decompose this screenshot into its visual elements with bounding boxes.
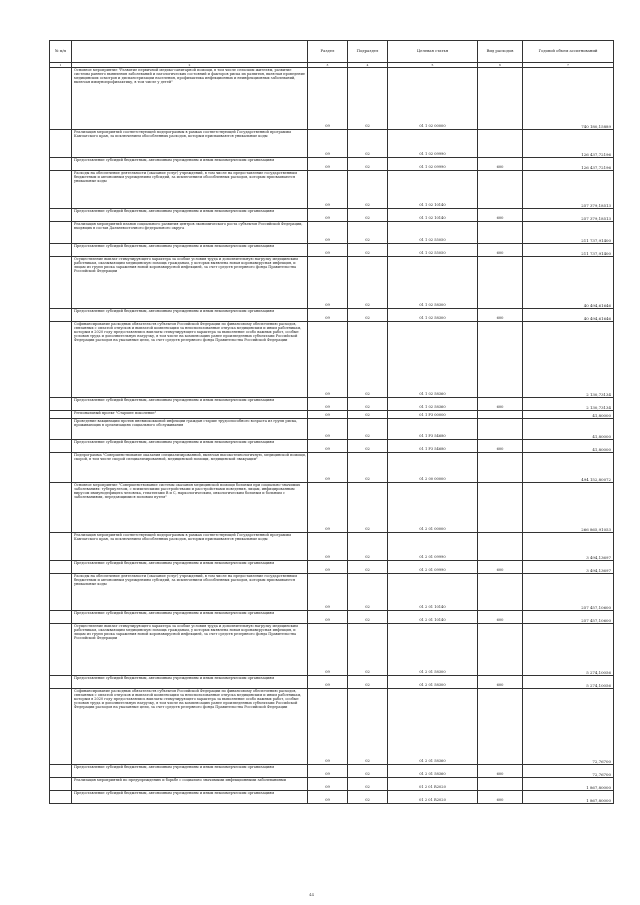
row-section-cell: 09 — [308, 244, 348, 257]
row-target-article-cell: 01 2 01 00000 — [388, 483, 478, 533]
row-target-article-cell: 01 2 01 58300 — [388, 624, 478, 676]
column-number: 5 — [388, 63, 478, 68]
column-number: 1 — [50, 63, 72, 68]
row-expense-type-cell — [478, 483, 523, 533]
row-number-cell — [50, 130, 72, 158]
row-number-cell — [50, 244, 72, 257]
row-section-cell: 09 — [308, 611, 348, 624]
row-name-cell: Основное мероприятие "Совершенствование системы оказания медицинской помощи больным при социально-значимых заболеваниях: туберкулезом, с психическими расстройствами и расстройствами поведения, лицам, инфицированным вирусом иммунодефицита человека, гепатитами B и C, наркологическим, онкологическим больным и больным с заболеваниями, передающимися половым путем" — [72, 483, 308, 533]
row-number-cell — [50, 624, 72, 676]
row-expense-type-cell — [478, 533, 523, 561]
row-subsection-cell: 02 — [348, 257, 388, 309]
header-number: № п/п — [50, 41, 72, 63]
row-amount-cell: 41,80000 — [523, 411, 614, 419]
table-row — [50, 689, 614, 765]
row-name-cell: Предоставление субсидий бюджетным, автономным учреждениям и иным некоммерческим организациям — [72, 676, 308, 689]
row-expense-type-cell: 600 — [478, 158, 523, 171]
row-subsection-cell: 02 — [348, 398, 388, 411]
row-name-cell: Подпрограмма "Совершенствование оказания специализированной, включая высокотехнологичную, медицинской помощи, скорой, в том числе скорой специализированной, медицинской помощи, медицинской эвакуации" — [72, 453, 308, 483]
header-target-article: Целевая статья — [388, 41, 478, 63]
header-name — [72, 41, 308, 63]
row-subsection-cell: 02 — [348, 130, 388, 158]
row-name-cell: Реализация мероприятий соответствующей подпрограммы в рамках соответствующей Государственной программы Камчатского края, за исключением обособленных расходов, которым присваиваются уникальные коды — [72, 533, 308, 561]
row-amount-cell: 72,76700 — [523, 689, 614, 765]
row-amount-cell: 72,76700 — [523, 765, 614, 778]
row-target-article-cell: 01 1 02 58300 — [388, 257, 478, 309]
row-section-cell: 09 — [308, 68, 348, 130]
budget-allocation-table — [49, 40, 614, 804]
row-name-cell: Региональный проект "Старшее поколение" — [72, 411, 308, 419]
row-subsection-cell: 02 — [348, 309, 388, 322]
row-name-cell: Предоставление субсидий бюджетным, автономным учреждениям и иным некоммерческим организациям — [72, 158, 308, 171]
row-number-cell — [50, 68, 72, 130]
row-expense-type-cell: 600 — [478, 765, 523, 778]
row-expense-type-cell: 600 — [478, 398, 523, 411]
table-row — [50, 778, 614, 791]
row-name-cell: Софинансирование расходных обязательств субъектов Российской Федерации по финансовому обеспечению расходов, связанных с оплатой отпусков и выплатой компенсации за неиспользованные отпуска медицинским и иным работникам, которым в 2020 году предоставлялись выплаты стимулирующего характера за выполнение особо важных работ, особые условия труда и дополнительную нагрузку, в том числе на компенсацию ранее произведенных субъектами Российской Федерации расходов на указанные цели, за счет средств резервного фонда Правительства Российской Федерации — [72, 689, 308, 765]
table-row — [50, 574, 614, 611]
row-expense-type-cell: 600 — [478, 611, 523, 624]
row-number-cell — [50, 561, 72, 574]
row-section-cell: 09 — [308, 676, 348, 689]
row-name-cell: Расходы на обеспечение деятельности (оказание услуг) учреждений, в том числе на предоставление государственным бюджетным и автономным учреждениям субсидий, за исключением обособленных расходов, которым присваиваются уникальные коды — [72, 574, 308, 611]
row-target-article-cell: 01 1 02 58300 — [388, 309, 478, 322]
row-target-article-cell: 01 1 P3 00000 — [388, 411, 478, 419]
row-section-cell: 09 — [308, 130, 348, 158]
row-amount-cell: 211 737,91400 — [523, 222, 614, 244]
row-target-article-cell: 01 1 02 00000 — [388, 68, 478, 130]
row-section-cell: 09 — [308, 419, 348, 440]
row-expense-type-cell: 600 — [478, 791, 523, 804]
row-name-cell: Предоставление субсидий бюджетным, автономным учреждениям и иным некоммерческим организациям — [72, 244, 308, 257]
budget-table-sheet — [49, 40, 613, 804]
row-name-cell: Предоставление субсидий бюджетным, автономным учреждениям и иным некоммерческим организациям — [72, 309, 308, 322]
table-row — [50, 398, 614, 411]
row-name-cell: Предоставление субсидий бюджетным, автономным учреждениям и иным некоммерческим организациям — [72, 611, 308, 624]
row-target-article-cell: 01 1 02 09990 — [388, 158, 478, 171]
row-target-article-cell: 01 1 02 55050 — [388, 222, 478, 244]
table-row — [50, 561, 614, 574]
row-amount-cell: 494 152,80072 — [523, 453, 614, 483]
table-row — [50, 533, 614, 561]
row-expense-type-cell: 600 — [478, 309, 523, 322]
row-expense-type-cell: 600 — [478, 209, 523, 222]
row-amount-cell: 40 494,61646 — [523, 257, 614, 309]
row-amount-cell: 41,80000 — [523, 419, 614, 440]
row-number-cell — [50, 398, 72, 411]
row-expense-type-cell — [478, 411, 523, 419]
row-number-cell — [50, 611, 72, 624]
row-subsection-cell: 02 — [348, 778, 388, 791]
row-target-article-cell: 01 2 00 00000 — [388, 453, 478, 483]
row-section-cell: 09 — [308, 411, 348, 419]
row-target-article-cell: 01 2 01 R2020 — [388, 778, 478, 791]
row-name-cell: Предоставление субсидий бюджетным, автономным учреждениям и иным некоммерческим организациям — [72, 765, 308, 778]
column-number: 4 — [348, 63, 388, 68]
row-section-cell: 09 — [308, 561, 348, 574]
row-number-cell — [50, 171, 72, 209]
row-amount-cell: 3 494,13697 — [523, 533, 614, 561]
table-row — [50, 411, 614, 419]
row-section-cell: 09 — [308, 765, 348, 778]
table-row — [50, 158, 614, 171]
row-amount-cell: 2 130,73134 — [523, 322, 614, 398]
row-subsection-cell: 02 — [348, 411, 388, 419]
table-row — [50, 244, 614, 257]
table-row — [50, 257, 614, 309]
row-subsection-cell: 02 — [348, 483, 388, 533]
row-name-cell: Предоставление субсидий бюджетным, автономным учреждениям и иным некоммерческим организациям — [72, 440, 308, 453]
row-target-article-cell: 01 2 01 R2020 — [388, 791, 478, 804]
row-expense-type-cell — [478, 778, 523, 791]
row-section-cell: 09 — [308, 574, 348, 611]
row-name-cell: Осуществление выплат стимулирующего характера за особые условия труда и дополнительную нагрузку медицинским работникам, оказывающим медицинскую помощь гражданам, у которых выявлена новая коронавирусная инфекция, и лицам из групп риска заражения новой коронавирусной инфекцией, за счет средств резервного фонда Правительства Российской Федерации — [72, 257, 308, 309]
row-number-cell — [50, 778, 72, 791]
row-section-cell: 09 — [308, 158, 348, 171]
row-subsection-cell: 02 — [348, 533, 388, 561]
row-name-cell: Предоставление субсидий бюджетным, автономным учреждениям и иным некоммерческим организациям — [72, 561, 308, 574]
row-section-cell: 09 — [308, 791, 348, 804]
row-target-article-cell: 01 1 P3 54680 — [388, 419, 478, 440]
row-name-cell: Реализация мероприятий соответствующей подпрограммы в рамках соответствующей Государственной программы Камчатского края, за исключением обособленных расходов, которым присваиваются уникальные коды — [72, 130, 308, 158]
row-expense-type-cell — [478, 68, 523, 130]
row-subsection-cell: 02 — [348, 791, 388, 804]
row-expense-type-cell — [478, 322, 523, 398]
table-row — [50, 130, 614, 158]
row-target-article-cell: 01 2 01 58360 — [388, 765, 478, 778]
row-expense-type-cell — [478, 624, 523, 676]
row-number-cell — [50, 676, 72, 689]
table-row — [50, 791, 614, 804]
row-target-article-cell: 01 2 01 58300 — [388, 676, 478, 689]
table-row — [50, 68, 614, 130]
row-amount-cell: 126 437,72196 — [523, 130, 614, 158]
row-subsection-cell: 02 — [348, 171, 388, 209]
row-section-cell: 09 — [308, 322, 348, 398]
row-subsection-cell: 02 — [348, 689, 388, 765]
row-name-cell: Основное мероприятие "Развитие первичной медико-санитарной помощи, в том числе сельским жителям, развитие системы раннего выявления заболеваний и патологических состояний и факторов риска их развития, включая проведение медицинских осмотров и диспансеризации населения, профилактика инфекционных и неинфекционных заболеваний, включая иммунопрофилактику, в том числе у детей" — [72, 68, 308, 130]
column-number: 3 — [308, 63, 348, 68]
row-section-cell: 09 — [308, 533, 348, 561]
row-name-cell: Предоставление субсидий бюджетным, автономным учреждениям и иным некоммерческим организациям — [72, 398, 308, 411]
row-subsection-cell: 02 — [348, 68, 388, 130]
table-row — [50, 453, 614, 483]
row-number-cell — [50, 574, 72, 611]
row-subsection-cell: 02 — [348, 676, 388, 689]
row-target-article-cell: 01 1 02 55050 — [388, 244, 478, 257]
row-section-cell: 09 — [308, 222, 348, 244]
row-subsection-cell: 02 — [348, 209, 388, 222]
row-expense-type-cell: 600 — [478, 676, 523, 689]
row-number-cell — [50, 765, 72, 778]
row-amount-cell: 3 494,13697 — [523, 561, 614, 574]
table-row — [50, 209, 614, 222]
row-number-cell — [50, 158, 72, 171]
row-number-cell — [50, 322, 72, 398]
row-section-cell: 09 — [308, 778, 348, 791]
row-amount-cell: 41,80000 — [523, 440, 614, 453]
row-name-cell: Реализация мероприятий планов социального развития центров экономического роста субъектов Российской Федерации, входящих в состав Дальневосточного федерального округа — [72, 222, 308, 244]
row-subsection-cell: 02 — [348, 158, 388, 171]
table-row — [50, 309, 614, 322]
table-row — [50, 765, 614, 778]
row-number-cell — [50, 533, 72, 561]
row-number-cell — [50, 419, 72, 440]
row-section-cell: 09 — [308, 171, 348, 209]
row-section-cell: 09 — [308, 440, 348, 453]
row-expense-type-cell — [478, 222, 523, 244]
row-subsection-cell: 02 — [348, 574, 388, 611]
row-subsection-cell: 02 — [348, 453, 388, 483]
row-number-cell — [50, 791, 72, 804]
row-name-cell: Предоставление субсидий бюджетным, автономным учреждениям и иным некоммерческим организациям — [72, 791, 308, 804]
row-amount-cell: 257 457,10600 — [523, 611, 614, 624]
row-target-article-cell: 01 2 01 58360 — [388, 689, 478, 765]
row-subsection-cell: 02 — [348, 624, 388, 676]
row-amount-cell: 1 867,80000 — [523, 778, 614, 791]
row-target-article-cell: 01 2 01 10140 — [388, 611, 478, 624]
row-subsection-cell: 02 — [348, 244, 388, 257]
row-target-article-cell: 01 2 01 09990 — [388, 533, 478, 561]
row-section-cell: 09 — [308, 689, 348, 765]
row-section-cell: 09 — [308, 257, 348, 309]
row-name-cell: Расходы на обеспечение деятельности (оказание услуг) учреждений, в том числе на предоставление государственным бюджетным и автономным учреждениям субсидий, за исключением обособленных расходов, которым присваиваются уникальные коды — [72, 171, 308, 209]
row-target-article-cell: 01 1 02 10140 — [388, 209, 478, 222]
row-number-cell — [50, 222, 72, 244]
row-number-cell — [50, 257, 72, 309]
table-row — [50, 440, 614, 453]
row-number-cell — [50, 309, 72, 322]
header-expense-type: Вид расходов — [478, 41, 523, 63]
row-subsection-cell: 02 — [348, 322, 388, 398]
row-section-cell: 09 — [308, 209, 348, 222]
table-row — [50, 611, 614, 624]
header-subsection: Подраздел — [348, 41, 388, 63]
table-row — [50, 222, 614, 244]
row-section-cell: 09 — [308, 309, 348, 322]
row-subsection-cell: 02 — [348, 222, 388, 244]
row-name-cell: Осуществление выплат стимулирующего характера за особые условия труда и дополнительную нагрузку медицинским работникам, оказывающим медицинскую помощь гражданам, у которых выявлена новая коронавирусная инфекция, и лицам из групп риска заражения новой коронавирусной инфекцией, за счет средств резервного фонда Правительства Российской Федерации — [72, 624, 308, 676]
header-section: Раздел — [308, 41, 348, 63]
row-amount-cell: 2 130,73134 — [523, 398, 614, 411]
row-number-cell — [50, 453, 72, 483]
row-target-article-cell: 01 1 02 58360 — [388, 322, 478, 398]
row-amount-cell: 126 437,72196 — [523, 158, 614, 171]
row-amount-cell: 257 379,18513 — [523, 209, 614, 222]
row-amount-cell: 266 865,91053 — [523, 483, 614, 533]
column-number: 7 — [523, 63, 614, 68]
row-expense-type-cell: 600 — [478, 244, 523, 257]
row-target-article-cell: 01 2 01 09990 — [388, 561, 478, 574]
row-target-article-cell: 01 1 02 09990 — [388, 130, 478, 158]
table-row — [50, 624, 614, 676]
row-amount-cell: 257 457,10600 — [523, 574, 614, 611]
row-number-cell — [50, 483, 72, 533]
row-section-cell: 09 — [308, 398, 348, 411]
row-subsection-cell: 02 — [348, 440, 388, 453]
row-expense-type-cell — [478, 419, 523, 440]
row-name-cell: Реализация мероприятий по предупреждению и борьбе с социально значимыми инфекционными заболеваниями — [72, 778, 308, 791]
row-name-cell: Софинансирование расходных обязательств субъектов Российской Федерации по финансовому обеспечению расходов, связанных с оплатой отпусков и выплатой компенсации за неиспользованные отпуска медицинским и иным работникам, которым в 2020 году предоставлялись выплаты стимулирующего характера за выполнение особо важных работ, особые условия труда и дополнительную нагрузку, в том числе на компенсацию ранее произведенных субъектами Российской Федерации расходов на указанные цели, за счет средств резервного фонда Правительства Российской Федерации — [72, 322, 308, 398]
row-name-cell: Предоставление субсидий бюджетным, автономным учреждениям и иным некоммерческим организациям — [72, 209, 308, 222]
row-target-article-cell: 01 2 01 10140 — [388, 574, 478, 611]
table-row — [50, 322, 614, 398]
row-amount-cell: 740 180,15889 — [523, 68, 614, 130]
row-amount-cell: 257 379,18513 — [523, 171, 614, 209]
row-target-article-cell: 01 1 02 10140 — [388, 171, 478, 209]
row-name-cell: Проведение вакцинации против пневмококковой инфекции граждан старше трудоспособного возраста из групп риска, проживающих в организациях социального обслуживания — [72, 419, 308, 440]
column-number: 6 — [478, 63, 523, 68]
row-number-cell — [50, 411, 72, 419]
row-target-article-cell: 01 1 P3 54680 — [388, 440, 478, 453]
row-number-cell — [50, 209, 72, 222]
table-body — [50, 68, 614, 804]
row-section-cell: 09 — [308, 453, 348, 483]
row-amount-cell: 40 494,61646 — [523, 309, 614, 322]
row-expense-type-cell — [478, 689, 523, 765]
row-subsection-cell: 02 — [348, 611, 388, 624]
row-subsection-cell: 02 — [348, 561, 388, 574]
row-expense-type-cell: 600 — [478, 440, 523, 453]
row-subsection-cell: 02 — [348, 419, 388, 440]
table-header-row — [50, 41, 614, 63]
column-number: 2 — [72, 63, 308, 68]
row-section-cell: 09 — [308, 624, 348, 676]
row-expense-type-cell: 600 — [478, 561, 523, 574]
row-expense-type-cell — [478, 171, 523, 209]
row-amount-cell: 211 737,91400 — [523, 244, 614, 257]
row-expense-type-cell — [478, 257, 523, 309]
row-expense-type-cell — [478, 574, 523, 611]
table-row — [50, 676, 614, 689]
row-amount-cell: 5 274,10056 — [523, 624, 614, 676]
table-row — [50, 483, 614, 533]
row-subsection-cell: 02 — [348, 765, 388, 778]
table-row — [50, 171, 614, 209]
row-amount-cell: 5 274,10056 — [523, 676, 614, 689]
row-amount-cell: 1 867,80000 — [523, 791, 614, 804]
row-number-cell — [50, 689, 72, 765]
row-expense-type-cell — [478, 453, 523, 483]
header-annual-amount: Годовой объем ассигнований — [523, 41, 614, 63]
row-number-cell — [50, 440, 72, 453]
row-target-article-cell: 01 1 02 58360 — [388, 398, 478, 411]
page-number: 44 — [309, 892, 315, 897]
row-expense-type-cell — [478, 130, 523, 158]
row-section-cell: 09 — [308, 483, 348, 533]
table-row — [50, 419, 614, 440]
